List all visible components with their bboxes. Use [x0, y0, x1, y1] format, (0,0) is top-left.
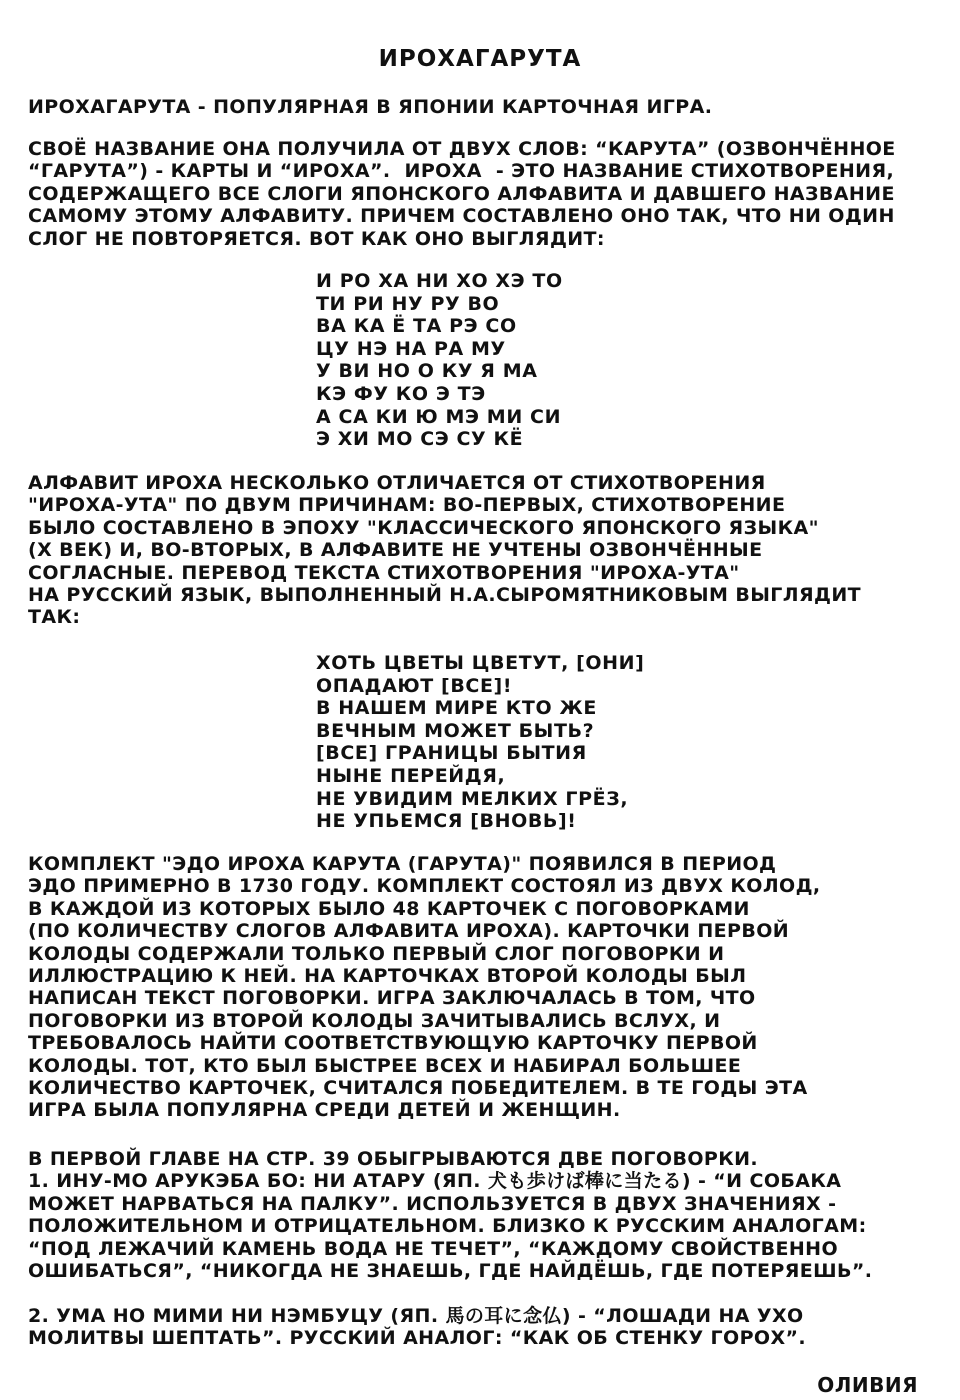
alphabet-note-paragraph: АЛФАВИТ ИРОХА НЕСКОЛЬКО ОТЛИЧАЕТСЯ ОТ СТИХОТВОРЕНИЯ "ИРОХА-УТА" ПО ДВУМ ПРИЧИНАМ: ВО-ПЕРВЫХ, СТИХОТВОРЕНИЕ БЫЛО СОСТАВЛЕНО В ЭПОХУ "КЛАССИЧЕСКОГО ЯПОНСКОГО ЯЗЫКА" (X ВЕК) И, ВО-ВТОРЫХ, В АЛФАВИТЕ НЕ УЧТЕНЫ ОЗВОНЧЁННЫЕ СОГЛАСНЫЕ. ПЕРЕВОД ТЕКСТА СТИХОТВОРЕНИЯ "ИРОХА-УТА" НА РУССКИЙ ЯЗЫК, ВЫПОЛНЕННЫЙ Н.А.СЫРОМЯТНИКОВЫМ ВЫГЛЯДИТ ТАК:: [28, 472, 861, 629]
proverb-two-paragraph: 2. УМА НО МИМИ НИ НЭМБУЦУ (ЯП. 馬の耳に念仏) - “ЛОШАДИ НА УХО МОЛИТВЫ ШЕПТАТЬ”. РУССКИЙ АНАЛОГ: “КАК ОБ СТЕНКУ ГОРОХ”.: [28, 1305, 807, 1350]
intro-paragraph: ИРОХАГАРУТА - ПОПУЛЯРНАЯ В ЯПОНИИ КАРТОЧНАЯ ИГРА.: [28, 96, 713, 118]
page-title: ИРОХАГАРУТА: [378, 46, 582, 72]
name-origin-paragraph: СВОЁ НАЗВАНИЕ ОНА ПОЛУЧИЛА ОТ ДВУХ СЛОВ: “КАРУТА” (ОЗВОНЧЁННОЕ “ГАРУТА”) - КАРТЫ И “ИРОХА”. ИРОХА - ЭТО НАЗВАНИЕ СТИХОТВОРЕНИЯ, СОДЕРЖАЩЕГО ВСЕ СЛОГИ ЯПОНСКОГО АЛФАВИТА И ДАВШЕГО НАЗВАНИЕ САМОМУ ЭТОМУ АЛФАВИТУ. ПРИЧЕМ СОСТАВЛЕНО ОНО ТАК, ЧТО НИ ОДИН СЛОГ НЕ ПОВТОРЯЕТСЯ. ВОТ КАК ОНО ВЫГЛЯДИТ:: [28, 138, 896, 250]
iroha-syllables-poem: И РО ХА НИ ХО ХЭ ТО ТИ РИ НУ РУ ВО ВА КА Ё ТА РЭ СО ЦУ НЭ НА РА МУ У ВИ НО О КУ Я МА КЭ ФУ КО Э ТЭ А СА КИ Ю МЭ МИ СИ Э ХИ МО СЭ СУ КЁ: [316, 270, 563, 451]
proverb-one-paragraph: В ПЕРВОЙ ГЛАВЕ НА СТР. 39 ОБЫГРЫВАЮТСЯ ДВЕ ПОГОВОРКИ. 1. ИНУ-МО АРУКЭБА БО: НИ АТАРУ (ЯП. 犬も歩けば棒に当たる) - “И СОБАКА МОЖЕТ НАРВАТЬСЯ НА ПАЛКУ”. ИСПОЛЬЗУЕТСЯ В ДВУХ ЗНАЧЕНИЯХ - ПОЛОЖИТЕЛЬНОМ И ОТРИЦАТЕЛЬНОМ. БЛИЗКО К РУССКИМ АНАЛОГАМ: “ПОД ЛЕЖАЧИЙ КАМЕНЬ ВОДА НЕ ТЕЧЕТ”, “КАЖДОМУ СВОЙСТВЕННО ОШИБАТЬСЯ”, “НИКОГДА НЕ ЗНАЕШЬ, ГДЕ НАЙДЁШЬ, ГДЕ ПОТЕРЯЕШЬ”.: [28, 1148, 873, 1283]
history-paragraph: КОМПЛЕКТ "ЭДО ИРОХА КАРУТА (ГАРУТА)" ПОЯВИЛСЯ В ПЕРИОД ЭДО ПРИМЕРНО В 1730 ГОДУ. КОМПЛЕКТ СОСТОЯЛ ИЗ ДВУХ КОЛОД, В КАЖДОЙ ИЗ КОТОРЫХ БЫЛО 48 КАРТОЧЕК С ПОГОВОРКАМИ (ПО КОЛИЧЕСТВУ СЛОГОВ АЛФАВИТА ИРОХА). КАРТОЧКИ ПЕРВОЙ КОЛОДЫ СОДЕРЖАЛИ ТОЛЬКО ПЕРВЫЙ СЛОГ ПОГОВОРКИ И ИЛЛЮСТРАЦИЮ К НЕЙ. НА КАРТОЧКАХ ВТОРОЙ КОЛОДЫ БЫЛ НАПИСАН ТЕКСТ ПОГОВОРКИ. ИГРА ЗАКЛЮЧАЛАСЬ В ТОМ, ЧТО ПОГОВОРКИ ИЗ ВТОРОЙ КОЛОДЫ ЗАЧИТЫВАЛИСЬ ВСЛУХ, И ТРЕБОВАЛОСЬ НАЙТИ СООТВЕТСТВУЮЩУЮ КАРТОЧКУ ПЕРВОЙ КОЛОДЫ. ТОТ, КТО БЫЛ БЫСТРЕЕ ВСЕХ И НАБИРАЛ БОЛЬШЕЕ КОЛИЧЕСТВО КАРТОЧЕК, СЧИТАЛСЯ ПОБЕДИТЕЛЕМ. В ТЕ ГОДЫ ЭТА ИГРА БЫЛА ПОПУЛЯРНА СРЕДИ ДЕТЕЙ И ЖЕНЩИН.: [28, 853, 821, 1122]
translation-poem: ХОТЬ ЦВЕТЫ ЦВЕТУТ, [ОНИ] ОПАДАЮТ [ВСЕ]! В НАШЕМ МИРЕ КТО ЖЕ ВЕЧНЫМ МОЖЕТ БЫТЬ? [ВСЕ] ГРАНИЦЫ БЫТИЯ НЫНЕ ПЕРЕЙДЯ, НЕ УВИДИМ МЕЛКИХ ГРЁЗ, НЕ УПЬЕМСЯ [ВНОВЬ]!: [316, 652, 645, 833]
signature: ОЛИВИЯ: [817, 1373, 918, 1397]
